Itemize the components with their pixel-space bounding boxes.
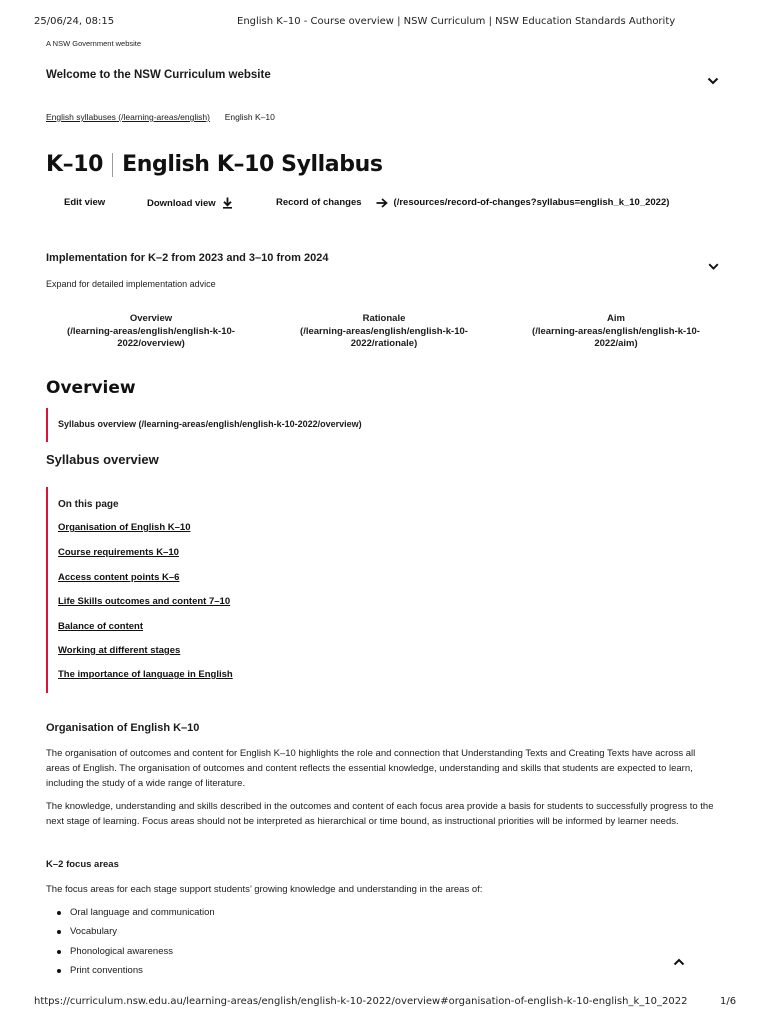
tab-rationale-label: Rationale bbox=[362, 313, 406, 324]
list-item-text: Print conventions bbox=[70, 965, 143, 976]
list-item bbox=[57, 965, 143, 976]
implementation-subtitle: Expand for detailed implementation advice bbox=[46, 279, 216, 289]
on-this-page-link[interactable]: Organisation of English K–10 bbox=[58, 522, 191, 533]
on-this-page-panel bbox=[46, 487, 696, 693]
chevron-down-icon[interactable] bbox=[708, 257, 719, 275]
record-of-changes-url: (/resources/record-of-changes?syllabus=english_k_10_2022) bbox=[393, 197, 670, 208]
print-page-title: English K–10 - Course overview | NSW Curriculum | NSW Education Standards Authority bbox=[237, 16, 676, 27]
chevron-up-icon[interactable] bbox=[673, 953, 685, 971]
syllabus-overview-heading: Syllabus overview bbox=[46, 452, 159, 467]
chevron-down-icon[interactable] bbox=[707, 72, 719, 90]
download-view-label: Download view bbox=[147, 197, 216, 209]
breadcrumb bbox=[46, 112, 275, 122]
download-icon bbox=[222, 197, 233, 209]
tab-aim-label: Aim bbox=[607, 313, 625, 324]
tab-aim-url: (/learning-areas/english/english-k-10-2022/aim) bbox=[532, 325, 700, 349]
edit-view-button[interactable] bbox=[64, 197, 105, 208]
overview-heading: Overview bbox=[46, 378, 136, 398]
organisation-paragraph-1: The organisation of outcomes and content for English K–10 highlights the role and connection that Understanding Texts and Creating Texts have across all areas of English. The organisation of outcomes and content reflects the essential knowledge, understanding and skills that students are expected to learn, including the study of a wide range of literature. bbox=[46, 748, 696, 789]
download-view-button[interactable] bbox=[147, 197, 233, 209]
list-item-text: Vocabulary bbox=[70, 926, 118, 937]
list-item bbox=[57, 907, 215, 918]
gov-banner: A NSW Government website bbox=[46, 39, 142, 48]
record-of-changes-label: Record of changes bbox=[276, 197, 362, 208]
list-item-text: Phonological awareness bbox=[70, 946, 173, 957]
tab-rationale-url: (/learning-areas/english/english-k-10-2022/rationale) bbox=[300, 325, 468, 349]
tab-rationale[interactable] bbox=[279, 313, 489, 351]
arrow-right-icon bbox=[376, 198, 388, 208]
list-item-text: Oral language and communication bbox=[70, 907, 215, 918]
focus-areas-intro: The focus areas for each stage support students’ growing knowledge and understanding in the areas of: bbox=[46, 884, 483, 895]
implementation-toggle[interactable]: Implementation for K–2 from 2023 and 3–10 from 2024 bbox=[46, 252, 329, 264]
title-name: English K–10 Syllabus bbox=[122, 152, 383, 177]
page-title bbox=[46, 152, 383, 177]
focus-areas-heading: K–2 focus areas bbox=[46, 859, 119, 870]
syllabus-overview-link[interactable]: Syllabus overview (/learning-areas/english/english-k-10-2022/overview) bbox=[58, 419, 362, 429]
bullet-icon bbox=[57, 911, 61, 915]
breadcrumb-current: English K–10 bbox=[224, 112, 275, 122]
on-this-page-link[interactable]: Life Skills outcomes and content 7–10 bbox=[58, 596, 231, 607]
list-item bbox=[57, 946, 173, 957]
list-item bbox=[57, 926, 117, 937]
tab-overview-url: (/learning-areas/english/english-k-10-2022/overview) bbox=[67, 325, 235, 349]
on-this-page-link[interactable]: Balance of content bbox=[58, 621, 143, 632]
organisation-heading: Organisation of English K–10 bbox=[46, 722, 200, 734]
record-of-changes-link[interactable] bbox=[276, 197, 669, 208]
breadcrumb-link[interactable]: English syllabuses (/learning-areas/english) bbox=[46, 112, 210, 122]
tab-overview[interactable] bbox=[46, 313, 256, 351]
tab-overview-label: Overview bbox=[129, 313, 173, 324]
bullet-icon bbox=[57, 969, 61, 973]
on-this-page-link[interactable]: Working at different stages bbox=[58, 645, 181, 656]
edit-view-label: Edit view bbox=[64, 197, 106, 208]
on-this-page-title: On this page bbox=[58, 499, 119, 510]
title-stage: K–10 bbox=[46, 152, 104, 177]
welcome-toggle[interactable]: Welcome to the NSW Curriculum website bbox=[46, 69, 271, 81]
print-page-number: 1/6 bbox=[720, 996, 737, 1007]
on-this-page-link[interactable]: Course requirements K–10 bbox=[58, 547, 179, 558]
print-footer-url: https://curriculum.nsw.edu.au/learning-areas/english/english-k-10-2022/overview#organisation-of-english-k-10-english_k_10_2022 bbox=[34, 996, 688, 1007]
title-divider bbox=[112, 153, 113, 177]
print-datetime: 25/06/24, 08:15 bbox=[34, 16, 115, 27]
on-this-page-link[interactable]: Access content points K–6 bbox=[58, 572, 180, 583]
bullet-icon bbox=[57, 930, 61, 934]
on-this-page-link[interactable]: The importance of language in English bbox=[58, 669, 233, 680]
bullet-icon bbox=[57, 950, 61, 954]
tab-aim[interactable] bbox=[511, 313, 721, 351]
organisation-paragraph-2: The knowledge, understanding and skills described in the outcomes and content of each focus area provide a basis for students to successfully progress to the next stage of learning. Focus areas should not be interpreted as hierarchical or time bound, as instructional priorities will be informed by learner needs. bbox=[46, 801, 714, 827]
